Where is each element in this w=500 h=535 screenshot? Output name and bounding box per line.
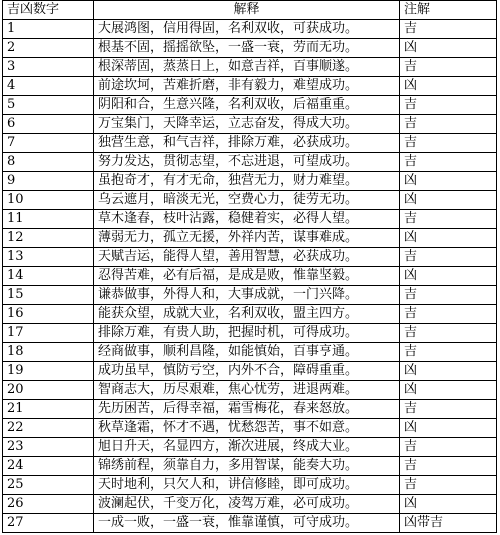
row-note: 吉 (400, 457, 497, 476)
table-row (3, 343, 497, 362)
row-note: 吉 (400, 400, 497, 419)
row-explanation: 忍得苦难，必有后福，是成是败，惟靠坚毅。 (94, 267, 400, 286)
row-note: 吉 (400, 210, 497, 229)
row-explanation: 谦恭做事，外得人和，大事成就，一门兴降。 (94, 286, 400, 305)
table-row (3, 58, 497, 77)
table-row (3, 267, 497, 286)
row-note: 凶带吉 (400, 514, 497, 533)
table-row (3, 419, 497, 438)
row-note: 吉 (400, 96, 497, 115)
row-number: 12 (3, 229, 94, 248)
row-number: 9 (3, 172, 94, 191)
row-note: 凶 (400, 172, 497, 191)
row-number: 15 (3, 286, 94, 305)
table-row (3, 400, 497, 419)
row-explanation: 根深蒂固，蒸蒸日上，如意吉祥，百事顺遂。 (94, 58, 400, 77)
header-explanation: 解释 (94, 1, 400, 20)
row-explanation: 前途坎坷，苦难折磨，非有毅力，难望成功。 (94, 77, 400, 96)
row-number: 19 (3, 362, 94, 381)
header-number: 吉凶数字 (3, 1, 94, 20)
row-number: 2 (3, 39, 94, 58)
table-row (3, 134, 497, 153)
row-number: 20 (3, 381, 94, 400)
table-row (3, 476, 497, 495)
row-explanation: 乌云遮月，暗淡无光，空费心力，徒劳无功。 (94, 191, 400, 210)
table-row (3, 457, 497, 476)
row-explanation: 能获众望，成就大业，名利双收，盟主四方。 (94, 305, 400, 324)
row-number: 18 (3, 343, 94, 362)
row-number: 16 (3, 305, 94, 324)
table-row (3, 229, 497, 248)
row-number: 21 (3, 400, 94, 419)
table-row (3, 248, 497, 267)
table-row (3, 96, 497, 115)
row-note: 吉 (400, 286, 497, 305)
row-number: 3 (3, 58, 94, 77)
row-note: 吉 (400, 153, 497, 172)
row-explanation: 排除万难，有贵人助，把握时机，可得成功。 (94, 324, 400, 343)
row-explanation: 努力发达，贯彻志望，不忘进退，可望成功。 (94, 153, 400, 172)
row-note: 吉 (400, 438, 497, 457)
row-explanation: 旭日升天，名显四方，渐次进展，终成大业。 (94, 438, 400, 457)
row-number: 7 (3, 134, 94, 153)
row-explanation: 秋草逢霜，怀才不遇，忧愁怨苦，事不如意。 (94, 419, 400, 438)
row-note: 吉 (400, 58, 497, 77)
row-note: 凶 (400, 77, 497, 96)
row-explanation: 大展鸿图，信用得固，名利双收，可获成功。 (94, 20, 400, 39)
row-number: 17 (3, 324, 94, 343)
row-number: 6 (3, 115, 94, 134)
row-number: 11 (3, 210, 94, 229)
table-row (3, 191, 497, 210)
table-header-row (3, 1, 497, 20)
row-note: 吉 (400, 115, 497, 134)
table-row (3, 286, 497, 305)
row-number: 1 (3, 20, 94, 39)
row-explanation: 锦绣前程，须靠自力，多用智谋，能奏大功。 (94, 457, 400, 476)
table-row (3, 362, 497, 381)
row-note: 吉 (400, 305, 497, 324)
table-row (3, 305, 497, 324)
row-explanation: 根基不固，摇摇欲坠，一盛一衰，劳而无功。 (94, 39, 400, 58)
row-number: 27 (3, 514, 94, 533)
row-explanation: 先历困苦，后得幸福，霜雪梅花，春来怒放。 (94, 400, 400, 419)
table-row (3, 39, 497, 58)
row-number: 8 (3, 153, 94, 172)
row-note: 吉 (400, 343, 497, 362)
row-note: 凶 (400, 495, 497, 514)
row-number: 5 (3, 96, 94, 115)
table-row (3, 77, 497, 96)
row-number: 23 (3, 438, 94, 457)
row-number: 22 (3, 419, 94, 438)
row-number: 14 (3, 267, 94, 286)
row-explanation: 独营生意，和气吉祥，排除万难，必获成功。 (94, 134, 400, 153)
row-note: 吉 (400, 248, 497, 267)
row-explanation: 薄弱无力，孤立无援，外祥内苦，谋事难成。 (94, 229, 400, 248)
row-explanation: 天赋吉运，能得人望，善用智慧，必获成功。 (94, 248, 400, 267)
row-explanation: 经商做事，顺利昌隆，如能慎始，百事亨通。 (94, 343, 400, 362)
row-note: 凶 (400, 229, 497, 248)
table-row (3, 514, 497, 533)
table-row (3, 381, 497, 400)
row-number: 25 (3, 476, 94, 495)
row-note: 凶 (400, 362, 497, 381)
row-note: 凶 (400, 267, 497, 286)
row-number: 13 (3, 248, 94, 267)
row-note: 吉 (400, 324, 497, 343)
row-explanation: 成功虽早，慎防亏空，内外不合，障碍重重。 (94, 362, 400, 381)
row-note: 吉 (400, 476, 497, 495)
row-explanation: 阴阳和合，生意兴隆，名利双收，后福重重。 (94, 96, 400, 115)
row-number: 10 (3, 191, 94, 210)
table-row (3, 115, 497, 134)
row-note: 凶 (400, 381, 497, 400)
table-row (3, 438, 497, 457)
table-row (3, 172, 497, 191)
table-row (3, 324, 497, 343)
table-body (3, 20, 497, 533)
row-number: 4 (3, 77, 94, 96)
row-note: 凶 (400, 39, 497, 58)
table-row (3, 495, 497, 514)
fortune-number-table (2, 0, 497, 533)
row-note: 吉 (400, 20, 497, 39)
row-explanation: 一成一败，一盛一衰，惟靠谨慎，可守成功。 (94, 514, 400, 533)
row-note: 凶 (400, 419, 497, 438)
table-row (3, 210, 497, 229)
row-number: 24 (3, 457, 94, 476)
row-explanation: 万宝集门，天降幸运，立志奋发，得成大功。 (94, 115, 400, 134)
table-row (3, 20, 497, 39)
row-explanation: 草木逢春，枝叶沾露，稳健着实，必得人望。 (94, 210, 400, 229)
table-row (3, 153, 497, 172)
row-note: 吉 (400, 134, 497, 153)
row-number: 26 (3, 495, 94, 514)
row-explanation: 天时地利，只欠人和，讲信修睦，即可成功。 (94, 476, 400, 495)
row-explanation: 智商志大，历尽艰难，焦心忧劳，进退两难。 (94, 381, 400, 400)
row-explanation: 虽抱奇才，有才无命，独营无力，财力难望。 (94, 172, 400, 191)
header-note: 注解 (400, 1, 497, 20)
row-note: 凶 (400, 191, 497, 210)
row-explanation: 波澜起伏，千变万化，凌驾万难，必可成功。 (94, 495, 400, 514)
